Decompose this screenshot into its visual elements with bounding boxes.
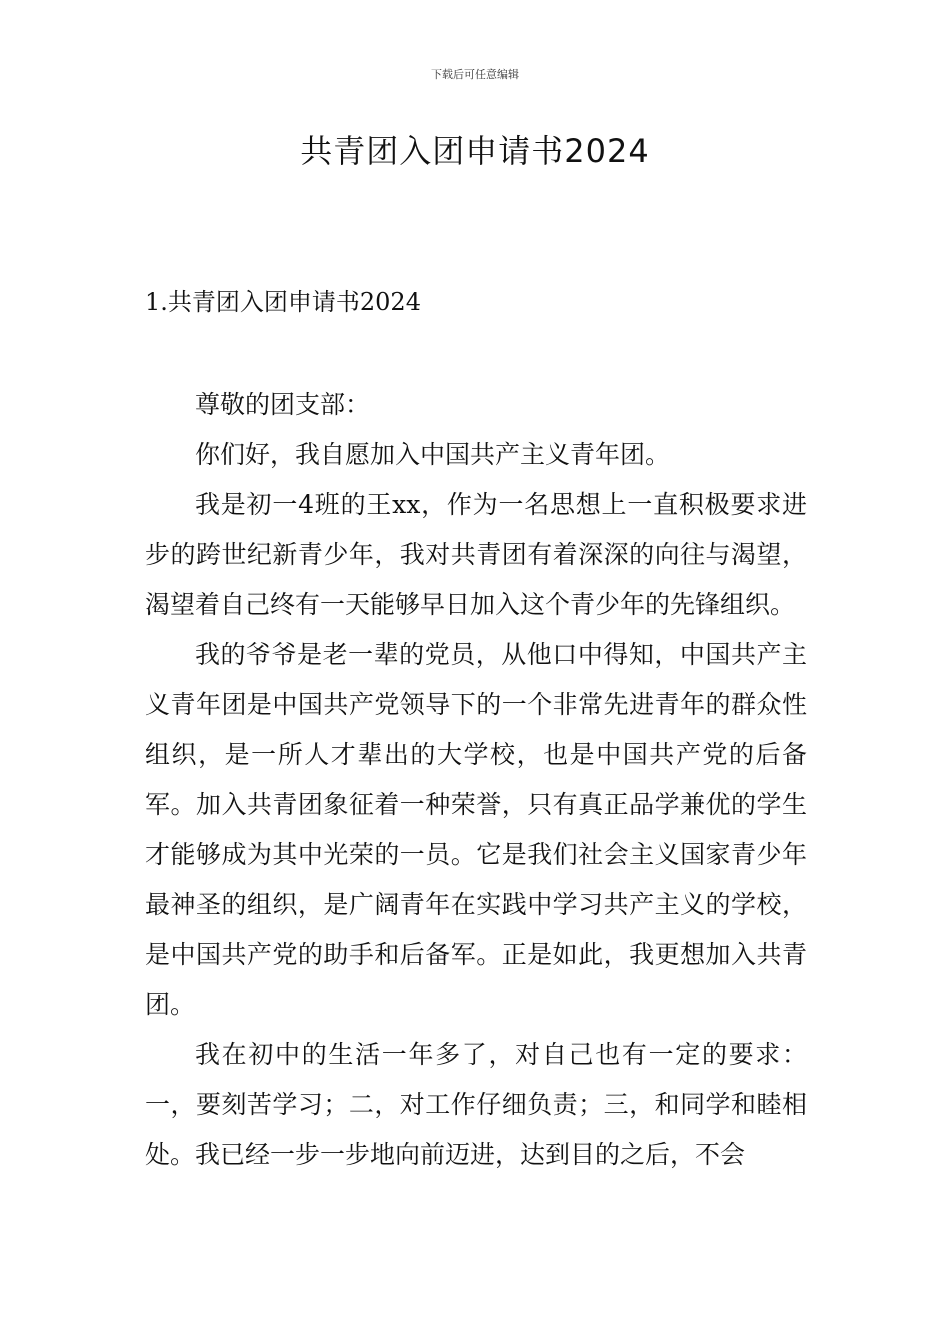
greeting-paragraph: 你们好，我自愿加入中国共产主义青年团。 <box>195 440 671 469</box>
self-requirements-paragraph: 我在初中的生活一年多了，对自己也有一定的要求：一，要刻苦学习；二，对工作仔细负责；三，和同学和睦相处。我已经一步一步地向前迈进，达到目的之后，不会 <box>145 1040 807 1169</box>
document-title: 共青团入团申请书2024 <box>300 132 650 170</box>
document-body <box>145 380 807 1180</box>
motivation-paragraph: 我的爷爷是老一辈的党员，从他口中得知，中国共产主义青年团是中国共产党领导下的一个非常先进青年的群众性组织，是一所人才辈出的大学校，也是中国共产党的后备军。加入共青团象征着一种荣誉，只有真正品学兼优的学生才能够成为其中光荣的一员。它是我们社会主义国家青少年最神圣的组织，是广阔青年在实践中学习共产主义的学校，是中国共产党的助手和后备军。正是如此，我更想加入共青团。 <box>145 640 807 1019</box>
page-header-note: 下载后可任意编辑 <box>431 68 519 81</box>
section-heading: 1.共青团入团申请书2024 <box>145 288 421 316</box>
introduction-paragraph: 我是初一4班的王xx，作为一名思想上一直积极要求进步的跨世纪新青少年，我对共青团有着深深的向往与渴望，渴望着自己终有一天能够早日加入这个青少年的先锋组织。 <box>145 490 807 619</box>
salutation-paragraph: 尊敬的团支部： <box>195 390 371 419</box>
